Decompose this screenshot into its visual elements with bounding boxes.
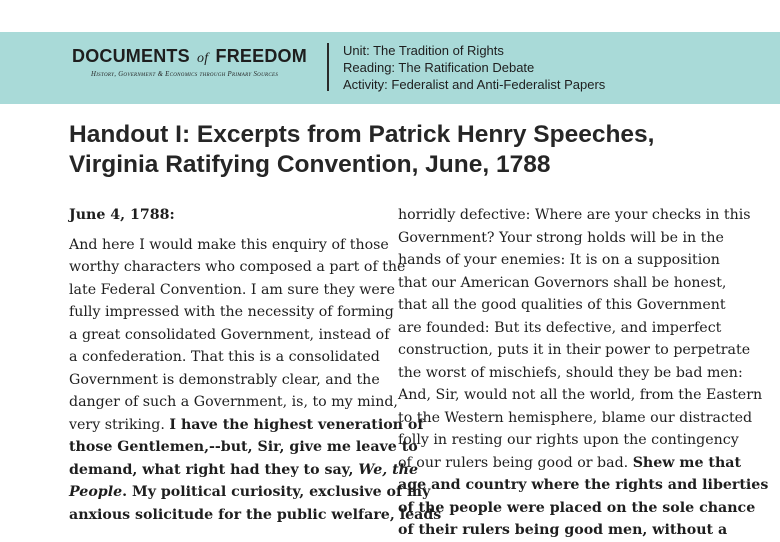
unit-label: Unit: The Tradition of Rights	[343, 43, 504, 58]
text-line: horridly defective: Where are your checks in this	[398, 207, 751, 223]
handout-title-line-1: Handout I: Excerpts from Patrick Henry Speeches,	[69, 121, 655, 148]
italic-text-segment: We, the	[358, 461, 418, 478]
text-line: construction, puts it in their power to perpetrate	[398, 342, 751, 358]
bold-text-line	[69, 459, 418, 482]
italic-text-segment: People	[69, 484, 123, 500]
text-line: Government is demonstrably clear, and the	[69, 371, 380, 388]
header-banner	[0, 32, 780, 104]
text-line: folly in resting our rights upon the contingency	[398, 432, 739, 448]
speech-date: June 4, 1788:	[69, 207, 175, 223]
text-line: And, Sir, would not all the world, from the Eastern	[398, 387, 763, 403]
text-line: hands of your enemies: It is on a supposition	[398, 252, 720, 268]
unit-info	[343, 42, 605, 93]
bold-text-line: age and country where the rights and liberties	[398, 477, 769, 493]
reading-label: Reading: The Ratification Debate	[343, 60, 535, 75]
text-line: And here I would make this enquiry of those	[69, 236, 389, 253]
text-line: late Federal Convention. I am sure they were	[69, 281, 395, 298]
bold-text-line: those Gentlemen,--but, Sir, give me leave to	[69, 439, 418, 455]
text-line: are founded: But its defective, and imperfect	[398, 319, 722, 336]
bold-text-line: of the people were placed on the sole chance	[398, 499, 756, 516]
header-divider	[327, 43, 329, 91]
activity-label: Activity: Federalist and Anti-Federalist Papers	[343, 77, 606, 92]
bold-text-line	[69, 481, 431, 504]
text-line: a confederation. That this is a consolidated	[69, 349, 380, 365]
bold-text-segment: Shew me that	[632, 454, 742, 471]
text-line: danger of such a Government, is, to my mind,	[69, 394, 398, 410]
brand-tagline: History, Government & Economics through Primary Sources	[91, 71, 279, 78]
bold-text-line: anxious solicitude for the public welfare, leads	[69, 506, 442, 523]
text-line: a great consolidated Government, instead of	[69, 326, 390, 343]
text-line: worthy characters who composed a part of the	[69, 259, 406, 275]
text-line: that our American Governors shall be honest,	[398, 274, 727, 291]
brand-word-freedom: FREEDOM	[215, 46, 307, 66]
text-line: that all the good qualities of this Government	[398, 297, 726, 313]
left-column	[69, 204, 442, 526]
right-column	[398, 204, 769, 542]
bold-text-line: of their rulers being good men, without a	[398, 522, 728, 538]
brand-word-documents: DOCUMENTS	[72, 46, 190, 66]
text-segment: demand, what right had they to say,	[69, 461, 359, 478]
brand-logo	[72, 46, 322, 78]
text-segment: . My political curiosity, exclusive of my	[122, 484, 431, 500]
brand-title	[72, 46, 322, 69]
text-line: Government? Your strong holds will be in the	[398, 229, 724, 246]
text-line: the worst of mischiefs, should they be bad men:	[398, 364, 743, 381]
text-line: to the Western hemisphere, blame our distracted	[398, 409, 753, 426]
bold-text-segment: I have the highest veneration of	[169, 416, 424, 433]
handout-title	[69, 120, 709, 180]
text-line: fully impressed with the necessity of forming	[69, 304, 394, 320]
text-segment: of our rulers being good or bad.	[398, 454, 633, 471]
handout-title-line-2: Virginia Ratifying Convention, June, 1788	[69, 151, 551, 178]
text-line	[398, 452, 742, 475]
text-line	[69, 414, 424, 437]
brand-word-of: of	[197, 51, 209, 66]
text-segment: very striking.	[69, 416, 170, 433]
